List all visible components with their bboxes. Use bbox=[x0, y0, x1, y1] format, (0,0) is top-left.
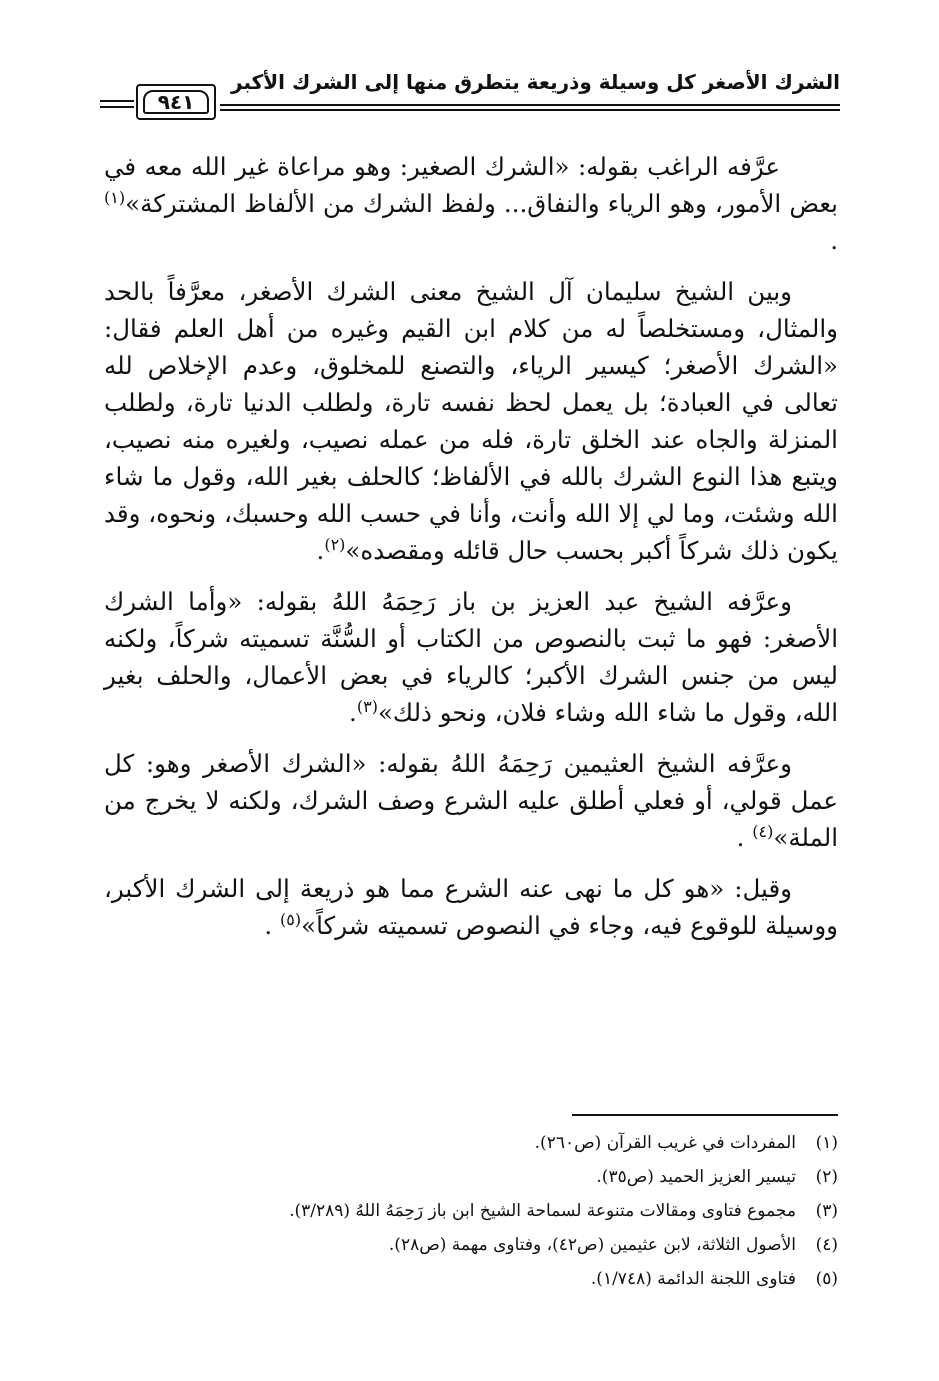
paragraph-text: وقيل: «هو كل ما نهى عنه الشرع مما هو ذريعة إلى الشرك الأكبر، ووسيلة للوقوع فيه، وجاء في النصوص تسميته شركاً» bbox=[104, 874, 838, 940]
paragraph-text: وبين الشيخ سليمان آل الشيخ معنى الشرك الأصغر، معرَّفاً بالحد والمثال، ومستخلصاً له من كلام ابن القيم وغيره من أهل العلم فقال: «الشرك الأصغر؛ كيسير الرياء، والتصنع للمخلوق، وعدم الإخلاص لله تعالى في العبادة؛ بل يعمل لحظ نفسه تارة، ولطلب الدنيا تارة، ولطلب المنزلة والجاه عند الخلق تارة، فله من عمله نصيب، ولغيره منه نصيب، ويتبع هذا النوع الشرك بالله في الألفاظ؛ كالحلف بغير الله، وقول ما شاء الله وشئت، وما لي إلا الله وأنت، وأنا في حسب الله وحسبك، ونحوه، وقد يكون ذلك شركاً أكبر بحسب حال قائله ومقصده» bbox=[104, 277, 838, 565]
footnote-item bbox=[100, 1160, 838, 1194]
paragraph bbox=[104, 273, 838, 569]
body-text bbox=[104, 148, 838, 958]
footnote-text: المفردات في غريب القرآن (ص٢٦٠). bbox=[534, 1133, 796, 1153]
footnote-item bbox=[100, 1126, 838, 1160]
paragraph bbox=[104, 745, 838, 856]
footnote-ref: (٤) bbox=[752, 821, 774, 841]
header-rule bbox=[220, 109, 840, 111]
footnote-ref: (١) bbox=[104, 187, 126, 207]
paragraph-end: . bbox=[830, 226, 838, 255]
footnote-ref: (٢) bbox=[324, 534, 346, 554]
footnote-text: الأصول الثلاثة، لابن عثيمين (ص٤٢)، وفتاوى مهمة (ص٢٨). bbox=[388, 1235, 796, 1255]
paragraph-end: . bbox=[736, 823, 753, 852]
header-lead-rule bbox=[100, 106, 134, 108]
footnote-text: فتاوى اللجنة الدائمة (١/٧٤٨). bbox=[590, 1269, 796, 1289]
paragraph bbox=[104, 583, 838, 731]
page-header bbox=[100, 62, 840, 122]
footnote-text: تيسير العزيز الحميد (ص٣٥). bbox=[596, 1167, 796, 1187]
footnote-item bbox=[100, 1262, 838, 1296]
page-number-frame bbox=[136, 84, 216, 120]
header-rule bbox=[220, 104, 840, 106]
page-number: ٩٤١ bbox=[143, 90, 209, 114]
footnote-number: (٣) bbox=[815, 1201, 838, 1221]
footnote-item bbox=[100, 1194, 838, 1228]
paragraph-end: . bbox=[264, 911, 280, 940]
footnote-ref: (٣) bbox=[356, 696, 378, 716]
running-title: الشرك الأصغر كل وسيلة وذريعة يتطرق منها إلى الشرك الأكبر bbox=[231, 70, 840, 94]
paragraph-text: وعرَّفه الشيخ عبد العزيز بن باز رَحِمَهُ اللهُ بقوله: «وأما الشرك الأصغر: فهو ما ثبت بالنصوص من الكتاب أو السُّنَّة تسميته شركاً، ولكنه ليس من جنس الشرك الأكبر؛ كالرياء في بعض الأعمال، والحلف بغير الله، وقول ما شاء الله وشاء فلان، ونحو ذلك» bbox=[104, 587, 838, 727]
footnote-number: (٤) bbox=[815, 1235, 838, 1255]
footnote-number: (٥) bbox=[815, 1269, 838, 1289]
header-lead-rule bbox=[100, 100, 134, 102]
footnote-separator bbox=[572, 1114, 838, 1116]
paragraph-end: . bbox=[349, 698, 357, 727]
paragraph bbox=[104, 148, 838, 259]
footnote-item bbox=[100, 1228, 838, 1262]
footnote-text: مجموع فتاوى ومقالات متنوعة لسماحة الشيخ ابن باز رَحِمَهُ اللهُ (٣/٢٨٩). bbox=[289, 1201, 796, 1221]
footnotes bbox=[100, 1126, 838, 1296]
footnote-number: (٢) bbox=[815, 1167, 838, 1187]
paragraph-end: . bbox=[316, 536, 325, 565]
paragraph-text: عرَّفه الراغب بقوله: «الشرك الصغير: وهو مراعاة غير الله معه في بعض الأمور، وهو الرياء والنفاق... ولفظ الشرك من الألفاظ المشتركة» bbox=[104, 152, 838, 218]
footnote-number: (١) bbox=[815, 1133, 838, 1153]
footnote-ref: (٥) bbox=[279, 909, 302, 929]
paragraph-text: وعرَّفه الشيخ العثيمين رَحِمَهُ اللهُ بقوله: «الشرك الأصغر وهو: كل عمل قولي، أو فعلي أطلق عليه الشرع وصف الشرك، ولكنه لا يخرج من الملة» bbox=[104, 749, 838, 852]
paragraph bbox=[104, 870, 838, 944]
